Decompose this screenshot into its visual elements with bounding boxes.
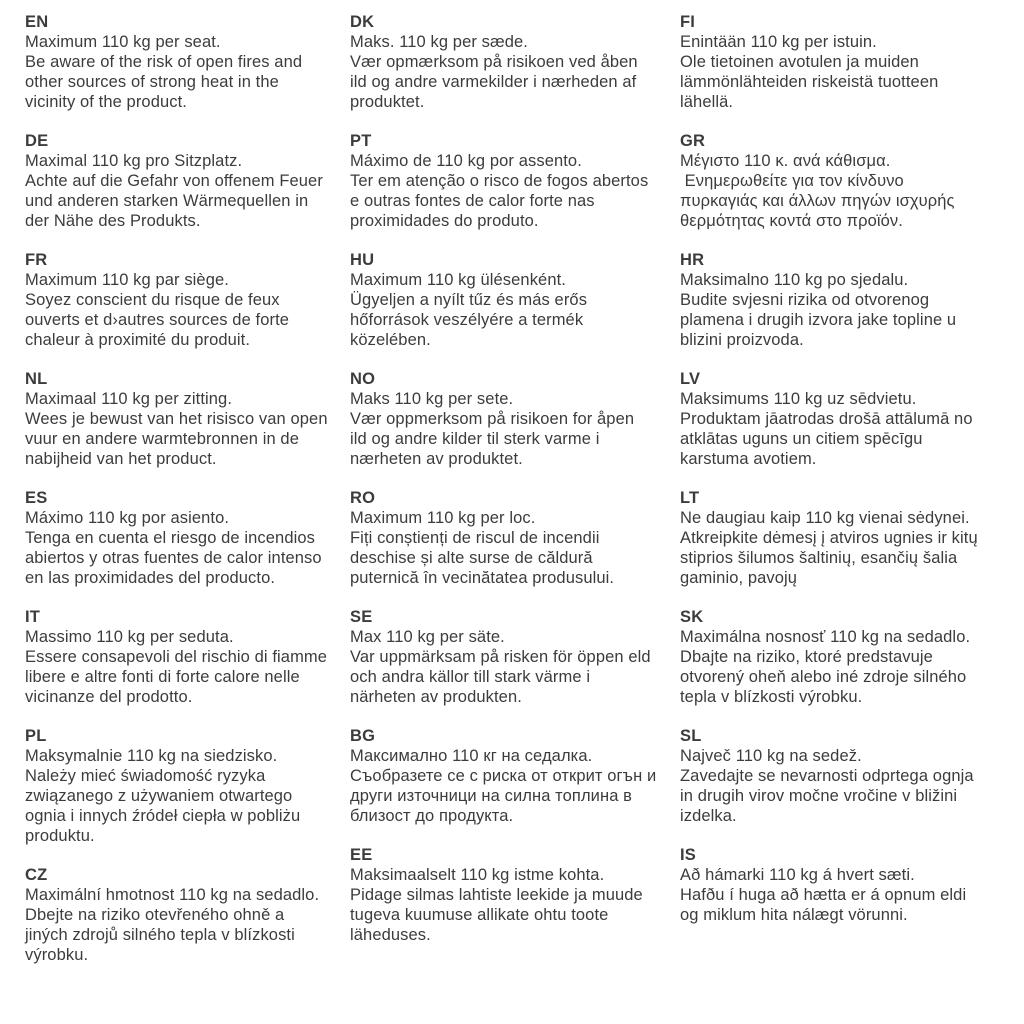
language-section-de	[25, 131, 350, 231]
instruction-text-line: близост до продукта.	[350, 807, 514, 825]
instruction-text-line: Máximo 110 kg por asiento.	[25, 509, 230, 527]
instruction-text-line: Maks 110 kg per sete.	[350, 390, 514, 408]
language-section-fr	[25, 250, 350, 350]
language-code-label: PT	[350, 132, 372, 150]
instruction-text-line: Maksimalno 110 kg po sjedalu.	[680, 271, 909, 289]
instruction-text-line: Wees je bewust van het risisco van open	[25, 410, 328, 428]
language-section-pl	[25, 726, 350, 846]
instruction-text-line: Soyez conscient du risque de feux	[25, 291, 280, 309]
instruction-text-line: Maximum 110 kg par siège.	[25, 271, 229, 289]
language-section-fi	[680, 12, 1024, 112]
instruction-text-line: Zavedajte se nevarnosti odprtega ognja	[680, 767, 974, 785]
instruction-text-line: blizini proizvoda.	[680, 331, 804, 349]
instruction-text-line: Ενημερωθείτε για τον κίνδυνο	[680, 172, 904, 190]
language-code-label: DK	[350, 13, 375, 31]
instruction-text-line: vicinity of the product.	[25, 93, 187, 111]
instruction-text-line: Að hámarki 110 kg á hvert sæti.	[680, 866, 915, 884]
instruction-text-line: jiných zdrojů silného tepla v blízkosti	[25, 926, 295, 944]
instruction-text-line: nabijheid van het product.	[25, 450, 217, 468]
language-section-en	[25, 12, 350, 112]
language-section-dk	[350, 12, 680, 112]
language-column-3	[680, 12, 1024, 944]
instruction-text-line: en las proximidades del producto.	[25, 569, 276, 587]
instruction-text-line: läheduses.	[350, 926, 431, 944]
instruction-text-line: tepla v blízkosti výrobku.	[680, 688, 863, 706]
instruction-text-line: ild og andre varmekilder i nærheden af	[350, 73, 637, 91]
instruction-text-line: Atkreipkite dėmesį į atviros ugnies ir kitų	[680, 529, 978, 547]
language-code-label: FI	[680, 13, 696, 31]
language-section-no	[350, 369, 680, 469]
instruction-text-line: vuur en andere warmtebronnen in de	[25, 430, 299, 448]
instruction-text-line: produktet.	[350, 93, 425, 111]
language-code-label: SL	[680, 727, 702, 745]
instruction-text-line: Maximálna nosnosť 110 kg na sedadlo.	[680, 628, 971, 646]
instruction-text-line: Максимално 110 кг на седалка.	[350, 747, 593, 765]
language-section-it	[25, 607, 350, 707]
instruction-text-line: Съобразете се с риска от открит огън и	[350, 767, 657, 785]
instruction-text-line: Produktam jāatrodas drošā attālumā no	[680, 410, 973, 428]
language-section-sl	[680, 726, 1024, 826]
instruction-text-line: otvorený oheň alebo iné zdroje silného	[680, 668, 967, 686]
language-section-nl	[25, 369, 350, 469]
instruction-text-line: Maksimaalselt 110 kg istme kohta.	[350, 866, 605, 884]
language-code-label: NO	[350, 370, 376, 388]
instruction-text-line: Be aware of the risk of open fires and	[25, 53, 303, 71]
instruction-text-line: θερμότητας κοντά στο προϊόν.	[680, 212, 903, 230]
language-section-lt	[680, 488, 1024, 588]
language-code-label: IS	[680, 846, 696, 864]
instruction-text-line: други източници на силна топлина в	[350, 787, 633, 805]
instruction-text-line: Enintään 110 kg per istuin.	[680, 33, 877, 51]
instruction-text-line: Pidage silmas lahtiste leekide ja muude	[350, 886, 643, 904]
language-section-se	[350, 607, 680, 707]
instruction-text-line: Dbajte na riziko, ktoré predstavuje	[680, 648, 933, 666]
language-section-es	[25, 488, 350, 588]
instruction-text-line: Ole tietoinen avotulen ja muiden	[680, 53, 919, 71]
language-code-label: EE	[350, 846, 373, 864]
instruction-text-line: deschise și alte surse de căldură	[350, 549, 593, 567]
instruction-text-line: Essere consapevoli del rischio di fiamme	[25, 648, 328, 666]
language-section-bg	[350, 726, 680, 826]
instruction-text-line: e outras fontes de calor forte nas	[350, 192, 595, 210]
instruction-text-line: atklātas uguns un citiem spēcīgu	[680, 430, 923, 448]
instruction-text-line: abiertos y otras fuentes de calor intenso	[25, 549, 322, 567]
instruction-text-line: Maximal 110 kg pro Sitzplatz.	[25, 152, 243, 170]
instruction-text-line: karstuma avotiem.	[680, 450, 817, 468]
instruction-text-line: lämmönlähteiden riskeistä tuotteen	[680, 73, 939, 91]
instruction-text-line: związanego z używaniem otwartego	[25, 787, 293, 805]
instruction-text-line: πυρκαγιάς και άλλων πηγών ισχυρής	[680, 192, 955, 210]
instruction-text-line: Budite svjesni rizika od otvorenog	[680, 291, 930, 309]
instruction-text-line: libere e altre fonti di forte calore nelle	[25, 668, 300, 686]
instruction-text-line: lähellä.	[680, 93, 734, 111]
instruction-text-line: other sources of strong heat in the	[25, 73, 279, 91]
instruction-text-line: chaleur à proximité du produit.	[25, 331, 251, 349]
language-code-label: FR	[25, 251, 48, 269]
instruction-text-line: Maximum 110 kg ülésenként.	[350, 271, 566, 289]
instruction-text-line: Vær oppmerksom på risikoen for åpen	[350, 410, 635, 428]
language-code-label: DE	[25, 132, 49, 150]
instruction-text-line: izdelka.	[680, 807, 737, 825]
language-section-sk	[680, 607, 1024, 707]
language-section-hr	[680, 250, 1024, 350]
language-code-label: NL	[25, 370, 48, 388]
instruction-text-line: närheten av produkten.	[350, 688, 522, 706]
language-column-2	[350, 12, 680, 964]
language-section-is	[680, 845, 1024, 925]
instruction-text-line: Máximo de 110 kg por assento.	[350, 152, 582, 170]
language-code-label: SE	[350, 608, 373, 626]
instruction-text-line: Var uppmärksam på risken för öppen eld	[350, 648, 651, 666]
instruction-text-line: Največ 110 kg na sedež.	[680, 747, 862, 765]
language-code-label: EN	[25, 13, 49, 31]
instruction-text-line: Massimo 110 kg per seduta.	[25, 628, 234, 646]
instruction-text-line: gaminio, pavojų	[680, 569, 798, 587]
instruction-text-line: Vær opmærksom på risikoen ved åben	[350, 53, 638, 71]
instruction-text-line: Achte auf die Gefahr von offenem Feuer	[25, 172, 323, 190]
language-section-ee	[350, 845, 680, 945]
language-column-1	[25, 12, 350, 984]
instruction-text-line: Maximum 110 kg per loc.	[350, 509, 536, 527]
language-code-label: LT	[680, 489, 700, 507]
instruction-text-line: Tenga en cuenta el riesgo de incendios	[25, 529, 316, 547]
instruction-text-line: Max 110 kg per säte.	[350, 628, 505, 646]
language-code-label: CZ	[25, 866, 48, 884]
language-section-pt	[350, 131, 680, 231]
instruction-text-line: výrobku.	[25, 946, 89, 964]
instruction-text-line: proximidades do produto.	[350, 212, 539, 230]
instruction-text-line: Maximaal 110 kg per zitting.	[25, 390, 233, 408]
instruction-text-line: Hafðu í huga að hætta er á opnum eldi	[680, 886, 967, 904]
instruction-text-line: vicinanze del prodotto.	[25, 688, 193, 706]
instruction-text-line: Maksymalnie 110 kg na siedzisko.	[25, 747, 278, 765]
instruction-text-line: Maksimums 110 kg uz sēdvietu.	[680, 390, 917, 408]
language-code-label: BG	[350, 727, 376, 745]
instruction-text-line: Ter em atenção o risco de fogos abertos	[350, 172, 649, 190]
language-section-hu	[350, 250, 680, 350]
instruction-text-line: Μέγιστο 110 κ. ανά κάθισμα.	[680, 152, 891, 170]
language-code-label: PL	[25, 727, 47, 745]
instruction-text-line: közelében.	[350, 331, 431, 349]
instruction-text-line: Fiți conștienți de riscul de incendii	[350, 529, 600, 547]
instruction-text-line: der Nähe des Produkts.	[25, 212, 201, 230]
instruction-text-line: Ne daugiau kaip 110 kg vienai sėdynei.	[680, 509, 970, 527]
instruction-text-line: Maks. 110 kg per sæde.	[350, 33, 528, 51]
language-code-label: RO	[350, 489, 376, 507]
language-code-label: HU	[350, 251, 375, 269]
instruction-text-line: og miklum hita nálægt vörunni.	[680, 906, 908, 924]
instruction-text-line: Należy mieć świadomość ryzyka	[25, 767, 266, 785]
language-section-lv	[680, 369, 1024, 469]
instruction-text-line: Maximální hmotnost 110 kg na sedadlo.	[25, 886, 320, 904]
language-code-label: SK	[680, 608, 704, 626]
language-code-label: ES	[25, 489, 48, 507]
language-section-gr	[680, 131, 1024, 231]
instruction-text-line: Dbejte na riziko otevřeného ohně a	[25, 906, 285, 924]
language-code-label: IT	[25, 608, 41, 626]
language-section-cz	[25, 865, 350, 965]
language-section-ro	[350, 488, 680, 588]
instruction-text-line: produktu.	[25, 827, 95, 845]
language-code-label: GR	[680, 132, 706, 150]
instruction-text-line: in drugih virov močne vročine v bližini	[680, 787, 958, 805]
instruction-text-line: puternică în vecinătatea produsului.	[350, 569, 615, 587]
instruction-text-line: nærheten av produktet.	[350, 450, 523, 468]
language-code-label: HR	[680, 251, 705, 269]
instruction-text-line: stiprios šilumos šaltinių, esančių šalia	[680, 549, 958, 567]
instruction-text-line: ognia i innych źródeł ciepła w pobliżu	[25, 807, 301, 825]
language-code-label: LV	[680, 370, 701, 388]
instruction-text-line: ild og andre kilder til sterk varme i	[350, 430, 600, 448]
instruction-text-line: ouverts et d›autres sources de forte	[25, 311, 290, 329]
instruction-text-line: plamena i drugih izvora jake topline u	[680, 311, 957, 329]
instruction-text-line: Ügyeljen a nyílt tűz és más erős	[350, 291, 588, 309]
instruction-text-line: tugeva kuumuse allikate ohtu toote	[350, 906, 609, 924]
instruction-text-line: och andra källor till stark värme i	[350, 668, 591, 686]
instruction-text-line: Maximum 110 kg per seat.	[25, 33, 221, 51]
instruction-text-line: und anderen starken Wärmequellen in	[25, 192, 309, 210]
instruction-text-line: hőforrások veszélyére a termék	[350, 311, 584, 329]
